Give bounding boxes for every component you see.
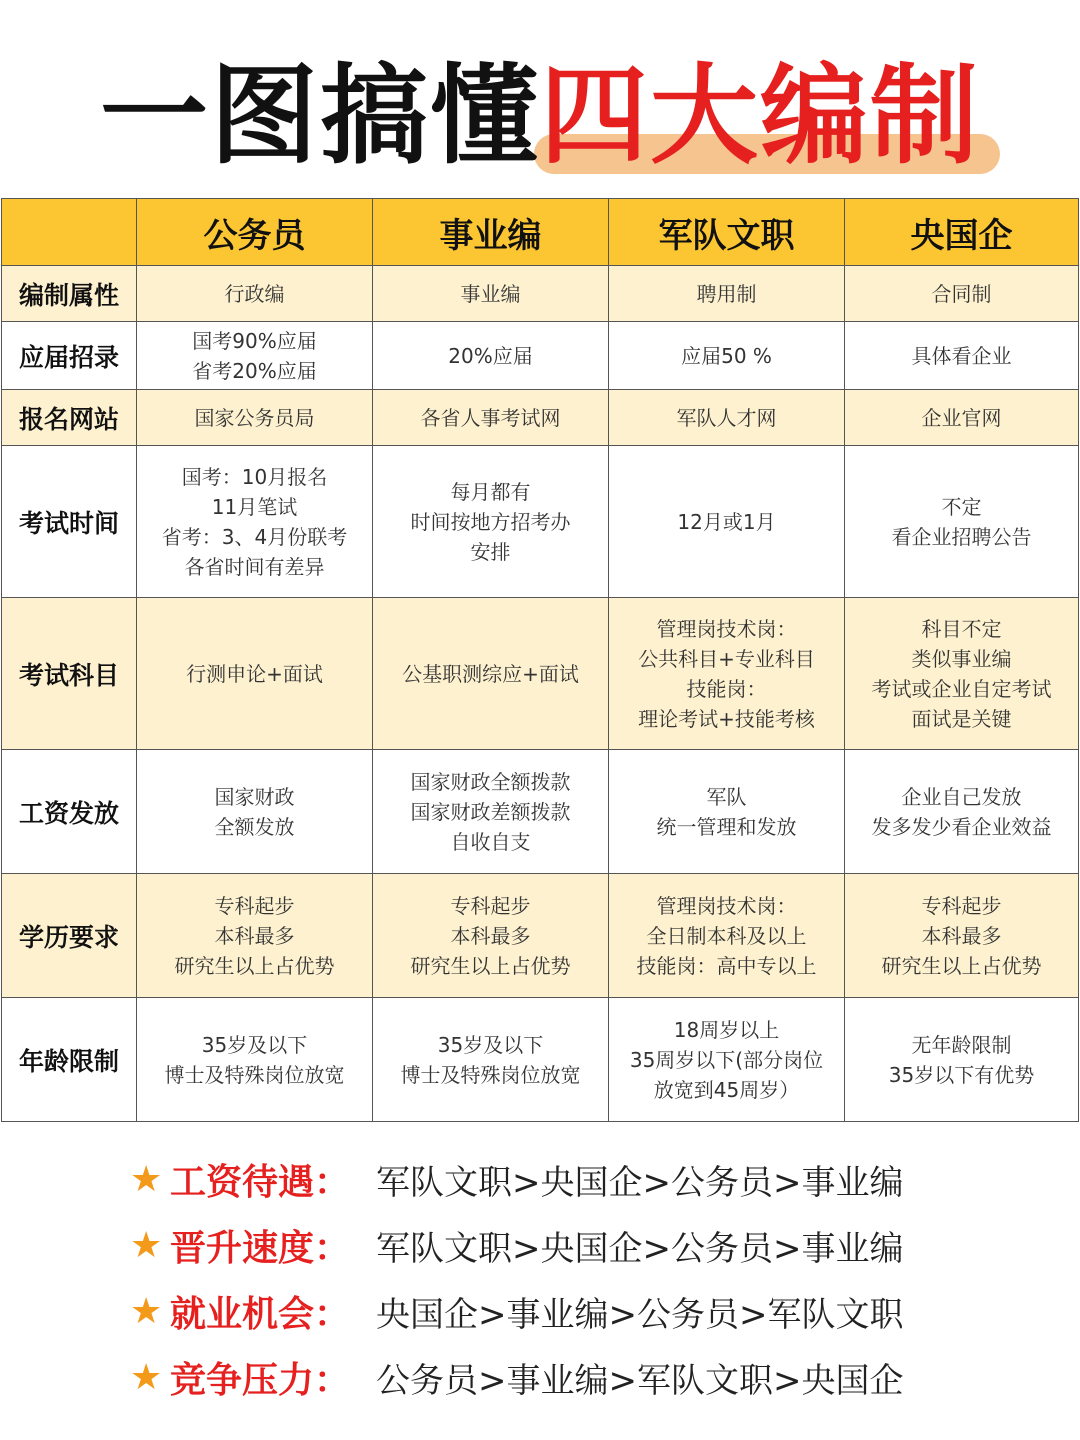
note-employment — [130, 1278, 1030, 1344]
table-cell — [137, 322, 373, 390]
cell-line: 35岁以下有优势 — [888, 1062, 1035, 1087]
cell-line: 管理岗技术岗： — [656, 616, 797, 641]
cell-line: 科目不定 — [921, 616, 1002, 641]
table-cell — [609, 598, 845, 750]
table-row — [2, 598, 1079, 750]
cell-line: 各省时间有差异 — [184, 554, 325, 579]
table-cell — [609, 266, 845, 322]
cell-line: 35岁及以下 — [437, 1032, 544, 1057]
table-cell — [845, 322, 1079, 390]
cell-line: 时间按地方招考办 — [410, 509, 571, 534]
cell-line: 面试是关键 — [911, 706, 1012, 731]
table-cell — [609, 390, 845, 446]
cell-line: 自收自支 — [450, 829, 531, 854]
note-label: 竞争压力： — [170, 1359, 351, 1401]
cell-line: 35周岁以下(部分岗位 — [629, 1047, 824, 1072]
row-label: 报名网站 — [2, 390, 137, 446]
comparison-table — [1, 198, 1079, 1122]
cell-line: 每月都有 — [450, 479, 531, 504]
table-cell — [373, 446, 609, 598]
table-header-row — [2, 199, 1079, 266]
table-row — [2, 750, 1079, 874]
cell-line: 考试或企业自定考试 — [871, 676, 1052, 701]
table-row — [2, 998, 1079, 1122]
cell-line: 省考20%应届 — [192, 358, 317, 383]
row-label: 应届招录 — [2, 322, 137, 390]
row-label: 学历要求 — [2, 874, 137, 998]
table-cell — [137, 390, 373, 446]
table-cell — [137, 874, 373, 998]
table-cell — [845, 598, 1079, 750]
cell-line: 博士及特殊岗位放宽 — [164, 1062, 345, 1087]
cell-line: 军队 — [706, 784, 747, 809]
cell-line: 技能岗： — [686, 676, 767, 701]
header-corner — [2, 199, 137, 266]
cell-line: 事业编 — [460, 281, 521, 306]
table-row — [2, 322, 1079, 390]
star-icon: ★ — [130, 1356, 163, 1398]
note-label: 就业机会： — [170, 1293, 351, 1335]
cell-line: 行测申论+面试 — [186, 661, 323, 686]
cell-line: 放宽到45周岁） — [653, 1077, 800, 1102]
cell-line: 企业自己发放 — [901, 784, 1022, 809]
table-cell — [373, 598, 609, 750]
cell-line: 公基职测综应+面试 — [402, 661, 579, 686]
star-icon: ★ — [130, 1224, 163, 1266]
row-label: 考试科目 — [2, 598, 137, 750]
title-red-text: 四大编制 — [540, 54, 981, 179]
table-cell — [373, 750, 609, 874]
table-cell — [609, 998, 845, 1122]
table-cell — [373, 874, 609, 998]
cell-line: 本科最多 — [214, 923, 295, 948]
note-competition — [130, 1344, 1030, 1410]
cell-line: 专科起步 — [450, 893, 531, 918]
cell-line: 国考90%应届 — [192, 328, 317, 353]
note-text: 军队文职>央国企>公务员>事业编 — [376, 1228, 904, 1269]
header-shiyebian: 事业编 — [373, 199, 609, 266]
table-row — [2, 874, 1079, 998]
table-row — [2, 390, 1079, 446]
table-cell — [137, 750, 373, 874]
note-text: 公务员>事业编>军队文职>央国企 — [376, 1360, 904, 1401]
note-text: 央国企>事业编>公务员>军队文职 — [376, 1294, 904, 1335]
table-row — [2, 446, 1079, 598]
header-gongwuyuan: 公务员 — [137, 199, 373, 266]
cell-line: 全额发放 — [214, 814, 295, 839]
cell-line: 18周岁以上 — [673, 1017, 780, 1042]
cell-line: 研究生以上占优势 — [410, 953, 571, 978]
header-junduiwenzhi: 军队文职 — [609, 199, 845, 266]
star-icon: ★ — [130, 1290, 163, 1332]
star-icon: ★ — [130, 1158, 163, 1200]
table-cell — [845, 266, 1079, 322]
row-label: 考试时间 — [2, 446, 137, 598]
cell-line: 国家财政 — [214, 784, 295, 809]
title-black-text: 一图搞懂 — [99, 54, 540, 179]
cell-line: 安排 — [470, 539, 511, 564]
cell-line: 国家财政全额拨款 — [410, 769, 571, 794]
page-title — [0, 52, 1080, 182]
cell-line: 省考：3、4月份联考 — [161, 524, 348, 549]
table-cell — [609, 874, 845, 998]
cell-line: 国考：10月报名 — [181, 464, 328, 489]
row-label: 工资发放 — [2, 750, 137, 874]
cell-line: 发多发少看企业效益 — [871, 814, 1052, 839]
table-cell — [373, 998, 609, 1122]
table-cell — [609, 750, 845, 874]
cell-line: 11月笔试 — [211, 494, 298, 519]
cell-line: 企业官网 — [921, 405, 1002, 430]
table-cell — [373, 390, 609, 446]
cell-line: 研究生以上占优势 — [881, 953, 1042, 978]
note-promotion — [130, 1212, 1030, 1278]
cell-line: 看企业招聘公告 — [891, 524, 1032, 549]
cell-line: 无年龄限制 — [911, 1032, 1012, 1057]
cell-line: 全日制本科及以上 — [646, 923, 807, 948]
cell-line: 专科起步 — [921, 893, 1002, 918]
note-label: 工资待遇： — [170, 1161, 351, 1203]
table-cell — [845, 750, 1079, 874]
cell-line: 合同制 — [931, 281, 992, 306]
cell-line: 专科起步 — [214, 893, 295, 918]
table-row — [2, 266, 1079, 322]
table-cell — [845, 446, 1079, 598]
table-cell — [845, 390, 1079, 446]
cell-line: 聘用制 — [696, 281, 757, 306]
cell-line: 技能岗：高中专以上 — [636, 953, 817, 978]
cell-line: 军队人才网 — [676, 405, 777, 430]
cell-line: 本科最多 — [450, 923, 531, 948]
cell-line: 本科最多 — [921, 923, 1002, 948]
cell-line: 公共科目+专业科目 — [638, 646, 815, 671]
row-label: 编制属性 — [2, 266, 137, 322]
cell-line: 35岁及以下 — [201, 1032, 308, 1057]
cell-line: 具体看企业 — [911, 343, 1012, 368]
cell-line: 12月或1月 — [677, 509, 776, 534]
cell-line: 国家公务员局 — [194, 405, 315, 430]
ranking-notes — [130, 1146, 1030, 1410]
cell-line: 不定 — [941, 494, 982, 519]
row-label: 年龄限制 — [2, 998, 137, 1122]
table-cell — [609, 446, 845, 598]
cell-line: 20%应届 — [448, 343, 533, 368]
note-salary — [130, 1146, 1030, 1212]
note-label: 晋升速度： — [170, 1227, 351, 1269]
cell-line: 行政编 — [224, 281, 285, 306]
table-cell — [137, 266, 373, 322]
title-highlight — [540, 52, 980, 182]
table-cell — [845, 998, 1079, 1122]
table-cell — [373, 266, 609, 322]
cell-line: 国家财政差额拨款 — [410, 799, 571, 824]
note-text: 军队文职>央国企>公务员>事业编 — [376, 1162, 904, 1203]
header-yangguoqi: 央国企 — [845, 199, 1079, 266]
table-cell — [609, 322, 845, 390]
table-cell — [137, 998, 373, 1122]
table-cell — [845, 874, 1079, 998]
cell-line: 应届50 % — [681, 343, 772, 368]
table-cell — [373, 322, 609, 390]
cell-line: 理论考试+技能考核 — [638, 706, 815, 731]
cell-line: 统一管理和发放 — [656, 814, 797, 839]
table-cell — [137, 598, 373, 750]
cell-line: 各省人事考试网 — [420, 405, 561, 430]
cell-line: 类似事业编 — [911, 646, 1012, 671]
cell-line: 博士及特殊岗位放宽 — [400, 1062, 581, 1087]
cell-line: 研究生以上占优势 — [174, 953, 335, 978]
table-cell — [137, 446, 373, 598]
cell-line: 管理岗技术岗： — [656, 893, 797, 918]
